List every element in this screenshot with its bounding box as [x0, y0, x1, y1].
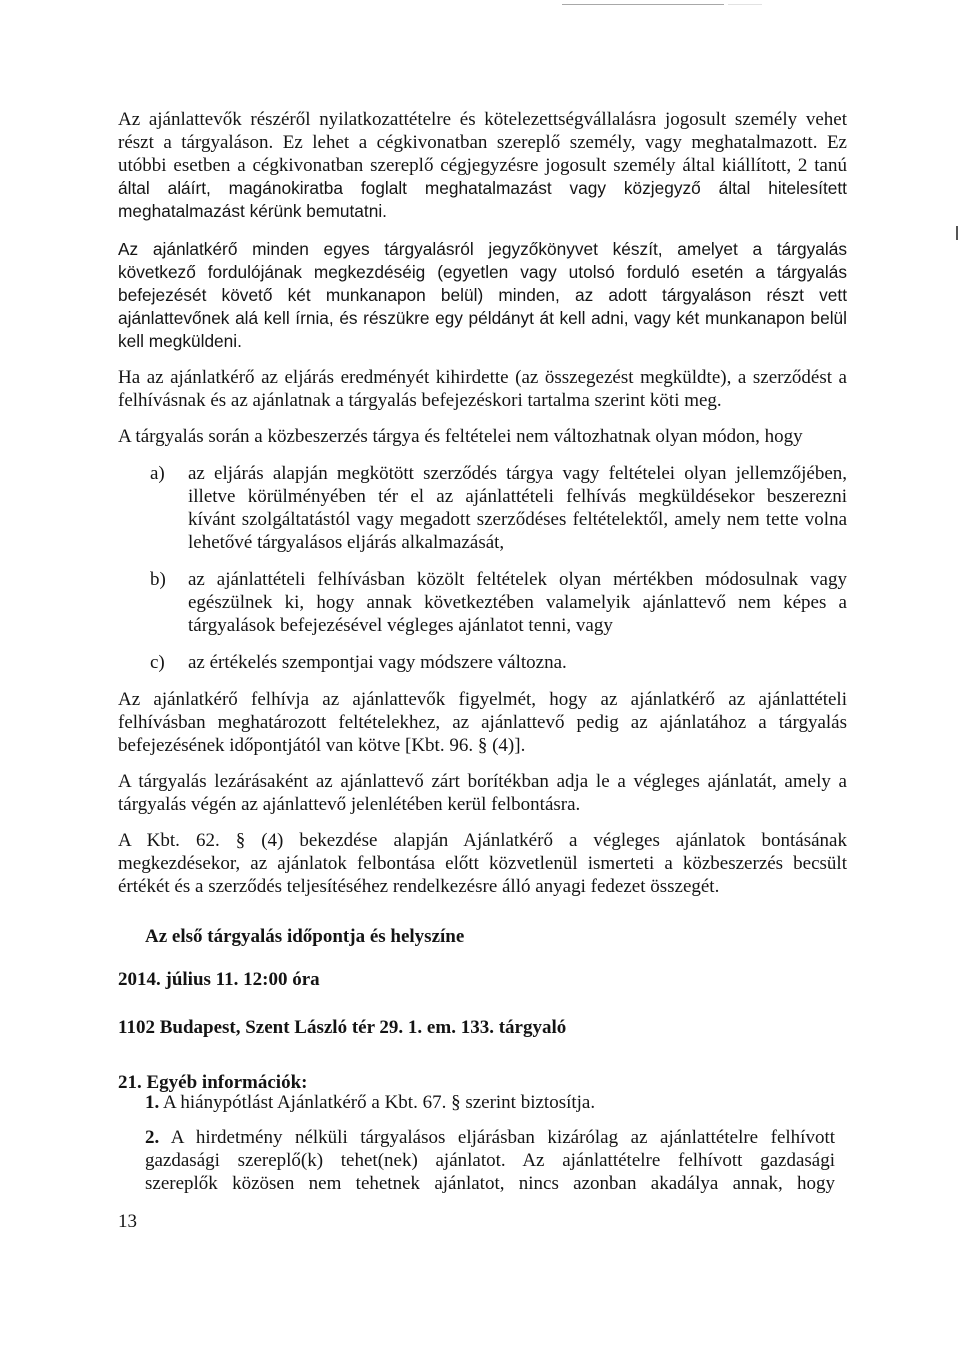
section-heading: Az első tárgyalás időpontja és helyszíne: [145, 926, 465, 947]
paragraph-contract: [118, 366, 847, 412]
list-item-label: a): [150, 463, 165, 484]
paragraph-restriction-intro: [118, 425, 847, 448]
text-line: felhívásnak és az ajánlatnak a tárgyalás befejezéskori tartalma szerint köti meg.: [118, 390, 722, 411]
text-line: [145, 1126, 835, 1149]
list-item: [150, 462, 847, 554]
item-number: 2.: [145, 1127, 160, 1148]
text-line: Az ajánlattevők részéről nyilatkozattételre és kötelezettségvállalásra jogosult személy vehet: [118, 109, 847, 130]
paragraph-minutes: [118, 238, 847, 353]
text-line: az eljárás alapján megkötött szerződés tárgya vagy feltételei olyan jellemzőjében,: [188, 463, 847, 484]
text-line: az értékelés szempontjai vagy módszere változna.: [188, 652, 567, 673]
text-line: Az ajánlatkérő felhívja az ajánlattevők figyelmét, hogy az ajánlatkérő az ajánlattételi: [118, 689, 847, 710]
list-item: [150, 568, 847, 637]
text-line: utóbbi esetben a cégkivonatban szereplő cégjegyzésre jogosult személy által kiállított, 2 tanú: [118, 155, 847, 176]
text-line: az ajánlattételi felhívásban közölt feltételek olyan mértékben módosulnak vagy: [188, 569, 847, 590]
list-item-body: [188, 462, 847, 554]
list-item-body: [188, 568, 847, 637]
text-line: ajánlattevőnek alá kell írnia, és részükre egy példányt át kell adni, vagy két munkanapon belül: [118, 308, 847, 328]
section-heading-other-info: 21. Egyéb információk:: [118, 1072, 308, 1093]
text-line: szereplők közösen nem tehetnek ajánlatot, nincs azonban akadálya annak, hogy: [145, 1173, 835, 1194]
numbered-item: [145, 1126, 835, 1195]
text-line: kívánt szolgáltatástól vagy megadott szerződéses feltételektől, amely nem tette volna: [188, 509, 847, 530]
item-text: A hiánypótlást Ajánlatkérő a Kbt. 67. § szerint biztosítja.: [162, 1092, 596, 1113]
text-line: részt a tárgyaláson. Ez lehet a cégkivonatban szereplő személy, vagy meghatalmazott. Ez: [118, 132, 847, 153]
text-line: egészülnek ki, hogy annak következtében valamelyik ajánlattevő nem képes a: [188, 592, 847, 613]
paragraph-binding: [118, 688, 847, 757]
text-line: gazdasági szereplő(k) tehet(nek) ajánlatot. Az ajánlattételre felhívott gazdasági: [145, 1150, 835, 1171]
scan-artifact-line-faint: [728, 4, 762, 5]
text-line: illetve körülményében tér el az ajánlattételi felhívás megküldésekor beszerezni: [188, 486, 847, 507]
text-line: befejezésének időpontjától van kötve [Kbt. 96. § (4)].: [118, 735, 526, 756]
text-line: lehetővé tárgyalásos eljárás alkalmazását,: [188, 532, 505, 553]
text-line: következő fordulójának megkezdéséig (egyetlen vagy utolsó forduló esetén a tárgyalás: [118, 262, 847, 282]
text-line: tárgyalás végén az ajánlattevő jelenlétében kerül felbontásra.: [118, 794, 581, 815]
negotiation-location: 1102 Budapest, Szent László tér 29. 1. em. 133. tárgyaló: [118, 1017, 567, 1038]
paragraph-opening: [118, 829, 847, 898]
text-line: értékét és a szerződés teljesítéséhez rendelkezésre álló anyagi fedezet összegét.: [118, 876, 720, 897]
numbered-item: [145, 1091, 835, 1114]
list-item-body: [188, 651, 847, 674]
scan-artifact-line: [562, 4, 724, 5]
list-item-label: c): [150, 652, 165, 673]
text-line: tárgyalások befejezésével végleges ajánlatot tenni, vagy: [188, 615, 613, 636]
text-line: által aláírt, magánokiratba foglalt meghatalmazást vagy közjegyző által hitelesített: [118, 178, 847, 198]
page-number: 13: [118, 1211, 137, 1232]
scan-edge-mark: [956, 226, 958, 240]
text-line: A Kbt. 62. § (4) bekezdése alapján Ajánlatkérő a végleges ajánlatok bontásának: [118, 830, 847, 851]
text-line: befejezését követő két munkanapon belül) minden, az adott tárgyaláson részt vett: [118, 285, 847, 305]
text-line: [145, 1091, 835, 1114]
text-line: kell megküldeni.: [118, 331, 242, 351]
text-line: Az ajánlatkérő minden egyes tárgyalásról jegyzőkönyvet készít, amelyet a tárgyalás: [118, 239, 847, 259]
text-line: A tárgyalás lezárásaként az ajánlattevő zárt borítékban adja le a végleges ajánlatát, amely a: [118, 771, 847, 792]
item-text: A hirdetmény nélküli tárgyalásos eljárásban kizárólag az ajánlattételre felhívott: [170, 1127, 836, 1148]
list-item-label: b): [150, 569, 166, 590]
text-line: Ha az ajánlatkérő az eljárás eredményét kihirdette (az összegezést megküldte), a szerződést a: [118, 367, 847, 388]
item-number: 1.: [145, 1092, 160, 1113]
paragraph-final-offer: [118, 770, 847, 816]
text-line: megkezdésekor, az ajánlatok felbontása előtt közvetlenül ismerteti a közbeszerzés becsült: [118, 853, 847, 874]
text-line: meghatalmazást kérünk bemutatni.: [118, 201, 387, 221]
text-line: felhívásban meghatározott feltételekhez, az ajánlattevő pedig az ajánlatához a tárgyalás: [118, 712, 847, 733]
list-item: [150, 651, 847, 674]
paragraph-representation: [118, 108, 847, 223]
negotiation-datetime: 2014. július 11. 12:00 óra: [118, 969, 320, 990]
text-line: A tárgyalás során a közbeszerzés tárgya és feltételei nem változhatnak olyan módon, hogy: [118, 426, 803, 447]
